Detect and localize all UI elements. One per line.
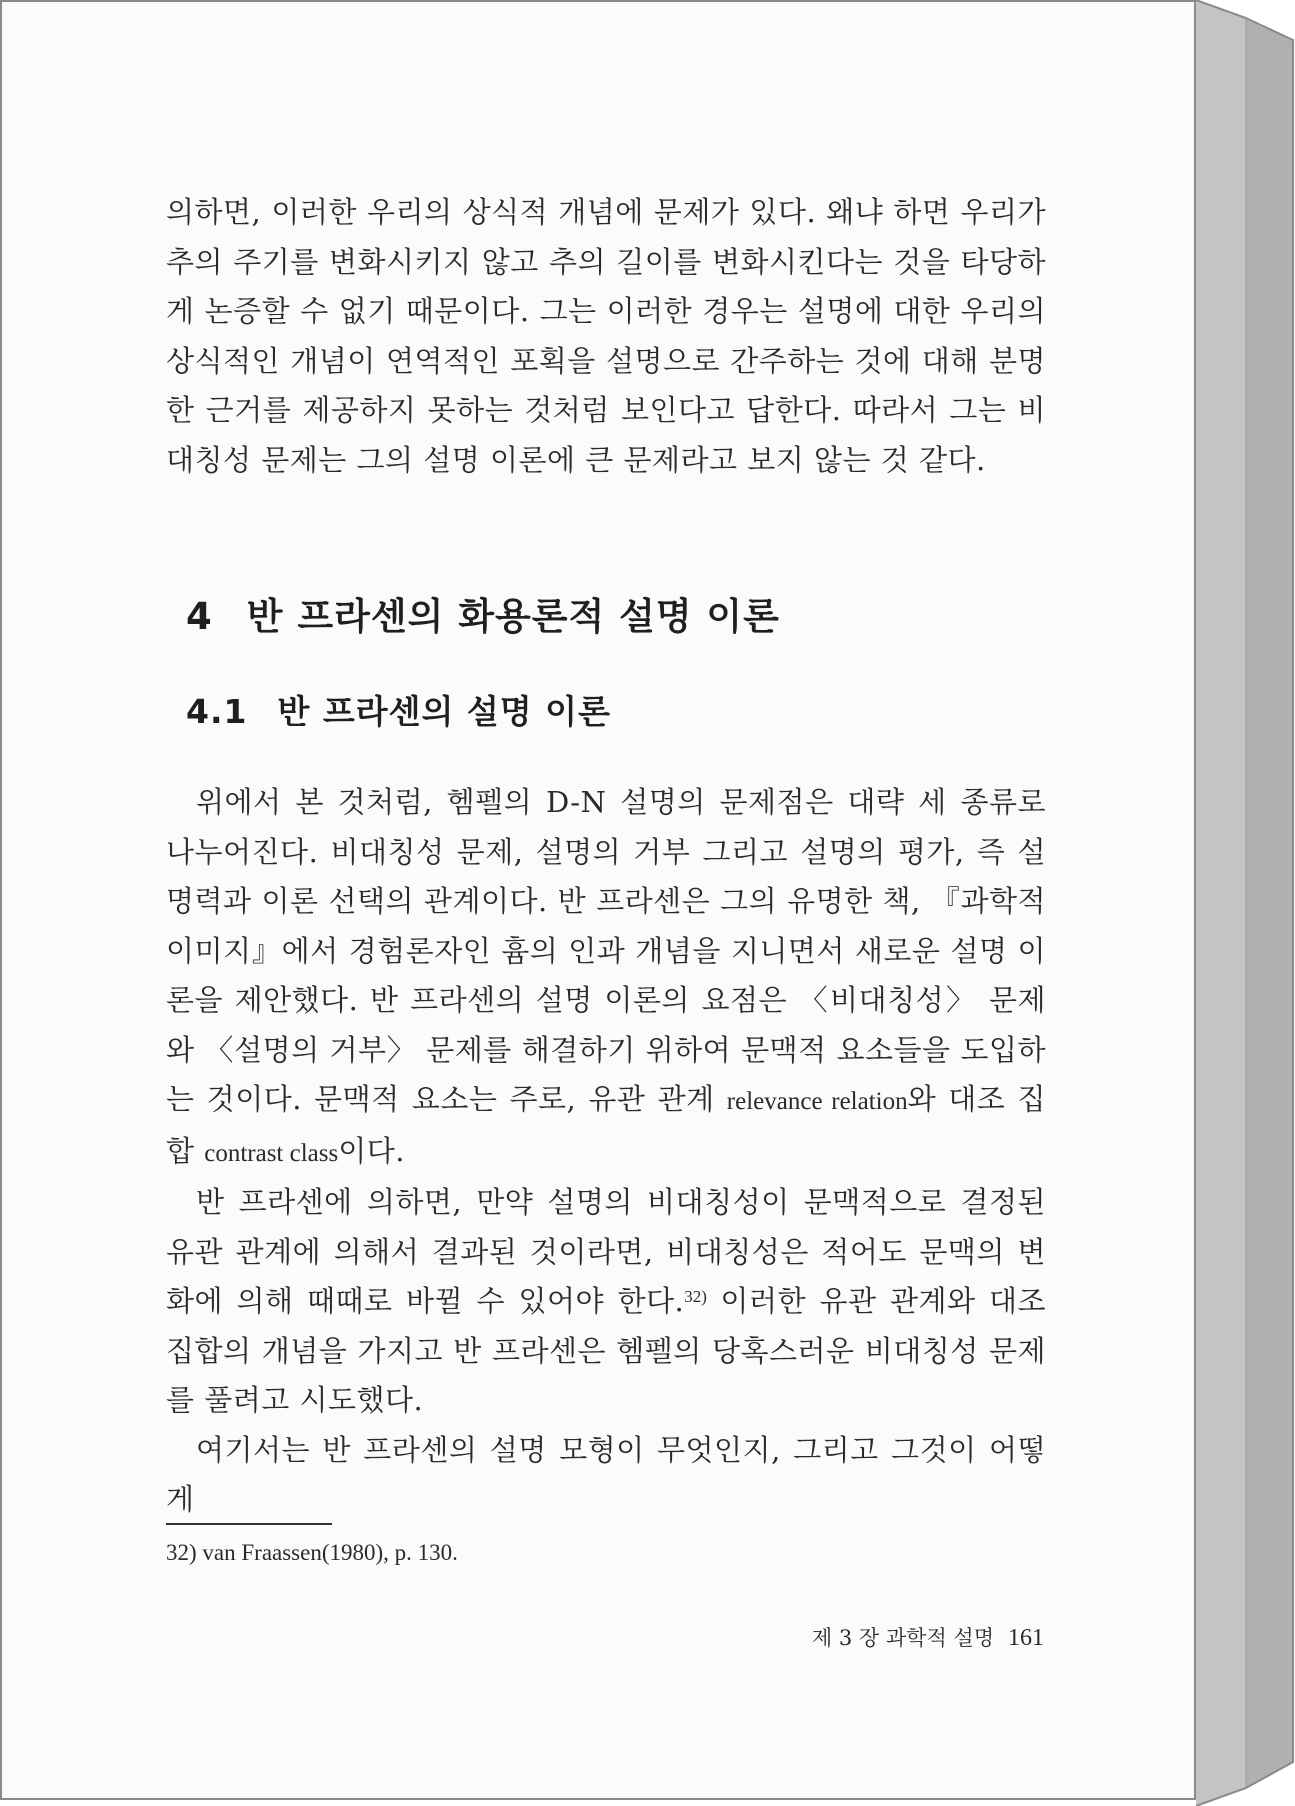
- footnote-reference[interactable]: 32): [684, 1287, 707, 1306]
- paragraph1-text-b: 와 대조 집합: [166, 1082, 1046, 1168]
- chapter-title: 제 3 장 과학적 설명: [811, 1626, 994, 1650]
- running-footer: [784, 1622, 1044, 1652]
- top-text-block: [166, 188, 1046, 485]
- section-title: 반 프라센의 화용론적 설명 이론: [246, 595, 780, 638]
- subsection-number: 4.1: [186, 692, 248, 731]
- subsection-heading: [186, 686, 611, 733]
- continued-paragraph: 의하면, 이러한 우리의 상식적 개념에 문제가 있다. 왜냐 하면 우리가 추의 주기를 변화시키지 않고 추의 길이를 변화시킨다는 것을 타당하게 논증할 수 없기 때문이다. 그는 이러한 경우는 설명에 대한 우리의 상식적인 개념이 연역적인 포획을 설명으로 간주하는 것에 대해 분명한 근거를 제공하지 못하는 것처럼 보인다고 답한다. 따라서 그는 비대칭성 문제는 그의 설명 이론에 큰 문제라고 보지 않는 것 같다.: [166, 195, 1046, 477]
- paragraph1-text-a: 위에서 본 것처럼, 헴펠의 D-N 설명의 문제점은 대략 세 종류로 나누어진다. 비대칭성 문제, 설명의 거부 그리고 설명의 평가, 즉 설명력과 이론 선택의 관계이다. 반 프라센은 그의 유명한 책, 『과학적 이미지』에서 경험론자인 흄의 인과 개념을 지니면서 새로운 설명 이론을 제안했다. 반 프라센의 설명 이론의 요점은 〈비대칭성〉 문제와 〈설명의 거부〉 문제를 해결하기 위하여 문맥적 요소들을 도입하는 것이다. 문맥적 요소는 주로, 유관 관계: [166, 785, 1046, 1116]
- paragraph2-text-b: 이러한 유관 관계와 대조 집합의 개념을 가지고 반 프라센은 헴펠의 당혹스러운 비대칭성 문제를 풀려고 시도했다.: [166, 1284, 1046, 1417]
- paragraph1-text-c: 이다.: [338, 1133, 405, 1168]
- section-heading: [186, 586, 780, 640]
- paragraph1-english-term-2: contrast class: [204, 1139, 339, 1167]
- section-number: 4: [186, 595, 213, 638]
- paragraph2-text-a: 반 프라센에 의하면, 만약 설명의 비대칭성이 문맥적으로 결정된 유관 관계에 의해서 결과된 것이라면, 비대칭성은 적어도 문맥의 변화에 의해 때때로 바뀔 수 있어야 한다.: [166, 1185, 1046, 1318]
- book-edge-graphic: [1196, 0, 1295, 1806]
- body-paragraph-3: 여기서는 반 프라센의 설명 모형이 무엇인지, 그리고 그것이 어떻게: [166, 1432, 1046, 1516]
- body-paragraph-2: [166, 1178, 1046, 1426]
- page-number: 161: [1008, 1625, 1044, 1651]
- main-text-block: [166, 778, 1046, 1525]
- footnote: 32) van Fraassen(1980), p. 130.: [166, 1540, 458, 1565]
- body-paragraph-1: [166, 778, 1046, 1178]
- subsection-title: 반 프라센의 설명 이론: [277, 692, 611, 731]
- paragraph1-english-term-1: relevance relation: [726, 1088, 908, 1115]
- footnote-divider: [166, 1523, 332, 1525]
